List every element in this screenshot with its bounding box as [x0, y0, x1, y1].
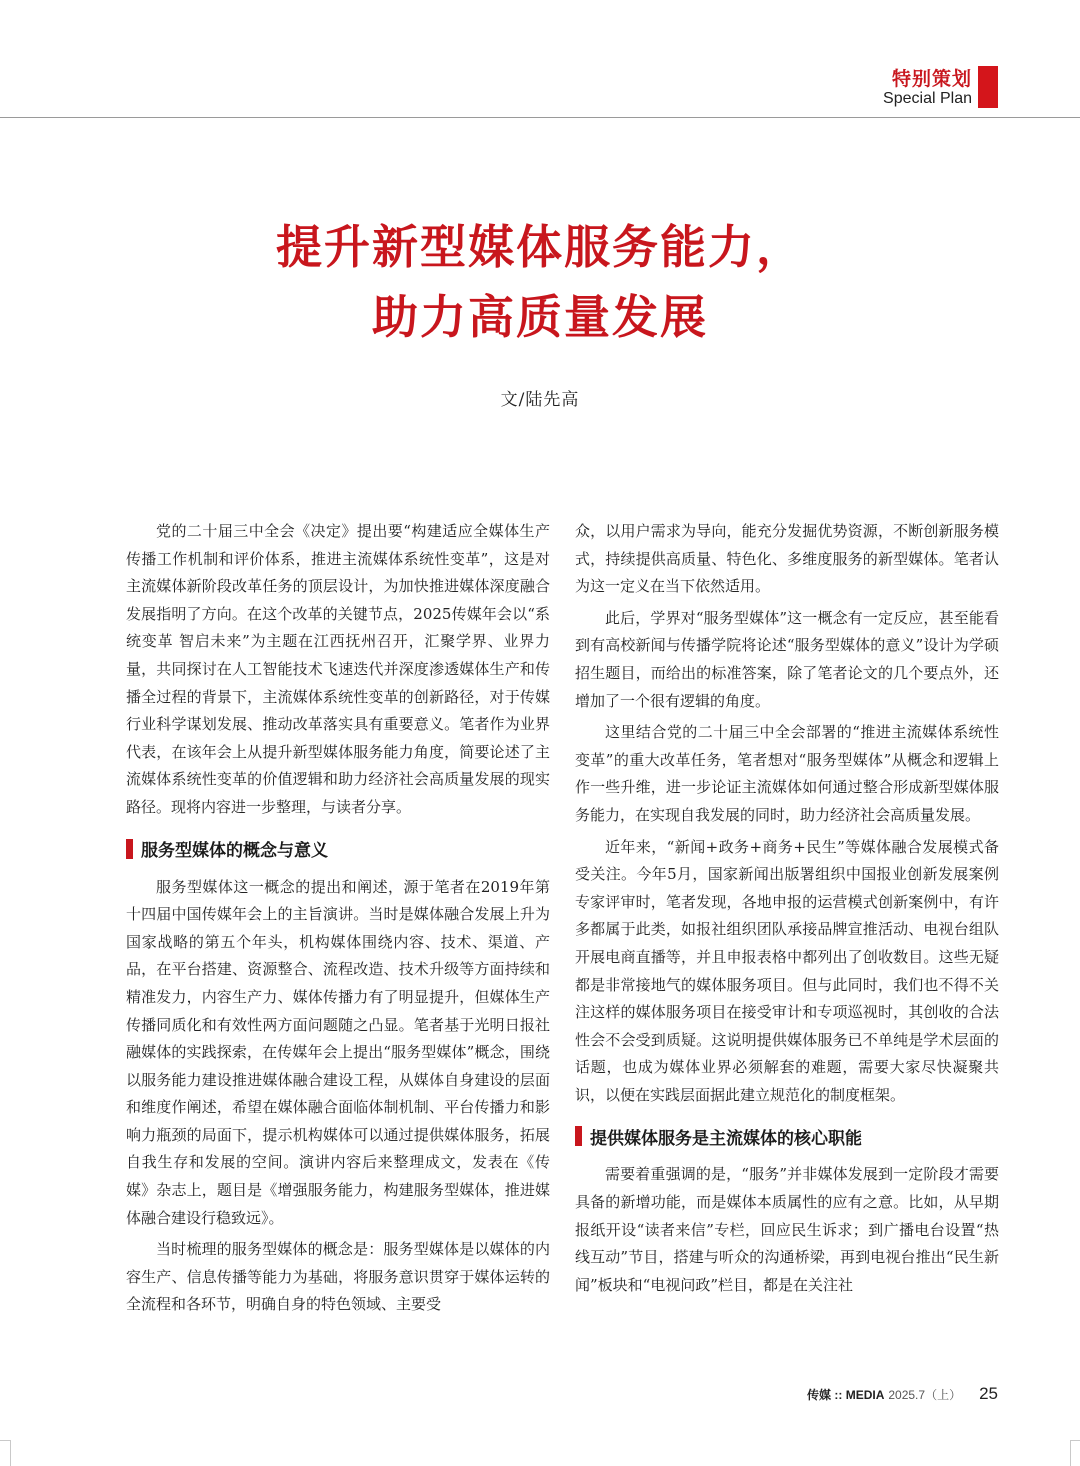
section-heading-1 — [126, 834, 550, 864]
left-column — [126, 518, 550, 1323]
issue-date: 2025.7（上） — [888, 1388, 962, 1402]
section-label-en: Special Plan — [883, 90, 972, 107]
article-title — [0, 212, 1080, 352]
body-paragraph: 这里结合党的二十届三中全会部署的“推进主流媒体系统性变革”的重大改革任务，笔者想对“服务型媒体”从概念和逻辑上作一些升维，进一步论证主流媒体如何通过整合形成新型媒体服务能力，在实现自我发展的同时，助力经济社会高质量发展。 — [575, 723, 999, 824]
header-divider — [0, 117, 1080, 118]
section-heading-text: 提供媒体服务是主流媒体的核心职能 — [590, 1128, 862, 1149]
body-paragraph: 此后，学界对“服务型媒体”这一概念有一定反应，甚至能看到有高校新闻与传播学院将论述“服务型媒体的意义”设计为学硕招生题目，而给出的标准答案，除了笔者论文的几个要点外，还增加了一个很有逻辑的角度。 — [575, 608, 999, 710]
crop-mark — [10, 1440, 11, 1466]
right-column — [575, 518, 999, 1303]
author-byline: 文/陆先高 — [500, 390, 580, 410]
section-heading-2 — [575, 1121, 999, 1151]
body-paragraph: 服务型媒体这一概念的提出和阐述，源于笔者在2019年第十四届中国传媒年会上的主旨演讲。当时是媒体融合发展上升为国家战略的第五个年头，机构媒体围绕内容、技术、渠道、产品，在平台搭建、资源整合、流程改造、技术升级等方面持续和精准发力，内容生产力、媒体传播力有了明显提升，但媒体生产传播同质化和有效性两方面问题随之凸显。笔者基于光明日报社融媒体的实践探索，在传媒年会上提出“服务型媒体”概念，围绕以服务能力建设推进媒体融合建设工程，从媒体自身建设的层面和维度作阐述，希望在媒体融合面临体制机制、平台传播力和影响力瓶颈的局面下，提示机构媒体可以通过提供媒体服务，拓展自我生存和发展的空间。演讲内容后来整理成文，发表在《传媒》杂志上，题目是《增强服务能力，构建服务型媒体，推进媒体融合建设行稳致远》。 — [126, 877, 550, 1227]
section-label-cn: 特别策划 — [891, 68, 972, 90]
intro-paragraph: 党的二十届三中全会《决定》提出要“构建适应全媒体生产传播工作机制和评价体系，推进主流媒体系统性变革”，这是对主流媒体新阶段改革任务的顶层设计，为加快推进媒体深度融合发展指明了方向。在这个改革的关键节点，2025传媒年会以“系统变革 智启未来”为主题在江西抚州召开，汇聚学界、业界力量，共同探讨在人工智能技术飞速迭代并深度渗透媒体生产和传播全过程的背景下，主流媒体系统性变革的创新路径，对于传媒行业科学谋划发展、推动改革落实具有重要意义。笔者作为业界代表，在该年会上从提升新型媒体服务能力角度，简要论述了主流媒体系统性变革的价值逻辑和助力经济社会高质量发展的现实路径。现将内容进一步整理，与读者分享。 — [126, 522, 550, 816]
body-paragraph: 当时梳理的服务型媒体的概念是：服务型媒体是以媒体的内容生产、信息传播等能力为基础，将服务意识贯穿于媒体运转的全流程和各环节，明确自身的特色领域、主要受 — [126, 1240, 550, 1314]
page-number: 25 — [979, 1384, 998, 1403]
body-paragraph: 近年来，“新闻+政务+商务+民生”等媒体融合发展模式备受关注。今年5月，国家新闻出版署组织中国报业创新发展案例专家评审时，笔者发现，各地申报的运营模式创新案例中，有许多都属于此类，如报社组织团队承接品牌宣推活动、电视台组队开展电商直播等，并且申报表格中都列出了创收数目。这些无疑都是非常接地气的媒体服务项目。但与此同时，我们也不得不关注这样的媒体服务项目在接受审计和专项巡视时，其创收的合法性会不会受到质疑。这说明提供媒体服务已不单纯是学术层面的话题，也成为媒体业界必须解套的难题，需要大家尽快凝聚共识，以便在实践层面据此建立规范化的制度框架。 — [575, 837, 999, 1104]
section-accent-bar — [978, 66, 998, 108]
article-title-line-1: 提升新型媒体服务能力， — [276, 220, 804, 274]
body-paragraph: 需要着重强调的是，“服务”并非媒体发展到一定阶段才需要具备的新增功能，而是媒体本质属性的应有之意。比如，从早期报纸开设“读者来信”专栏，回应民生诉求；到广播电台设置“热线互动”节目，搭建与听众的沟通桥梁，再到电视台推出“民生新闻”板块和“电视问政”栏目，都是在关注社 — [575, 1165, 999, 1294]
crop-mark — [1070, 1440, 1080, 1441]
article-title-line-2: 助力高质量发展 — [372, 290, 708, 344]
page-footer — [807, 1384, 998, 1404]
section-heading-text: 服务型媒体的概念与意义 — [141, 841, 328, 862]
crop-mark — [1070, 1440, 1071, 1466]
crop-mark — [0, 1440, 10, 1441]
section-marker — [575, 1126, 582, 1146]
publication-name: 传媒 :: MEDIA — [807, 1388, 885, 1402]
section-marker — [126, 839, 133, 859]
body-paragraph: 众，以用户需求为导向，能充分发掘优势资源，不断创新服务模式，持续提供高质量、特色化、多维度服务的新型媒体。笔者认为这一定义在当下依然适用。 — [575, 522, 999, 596]
